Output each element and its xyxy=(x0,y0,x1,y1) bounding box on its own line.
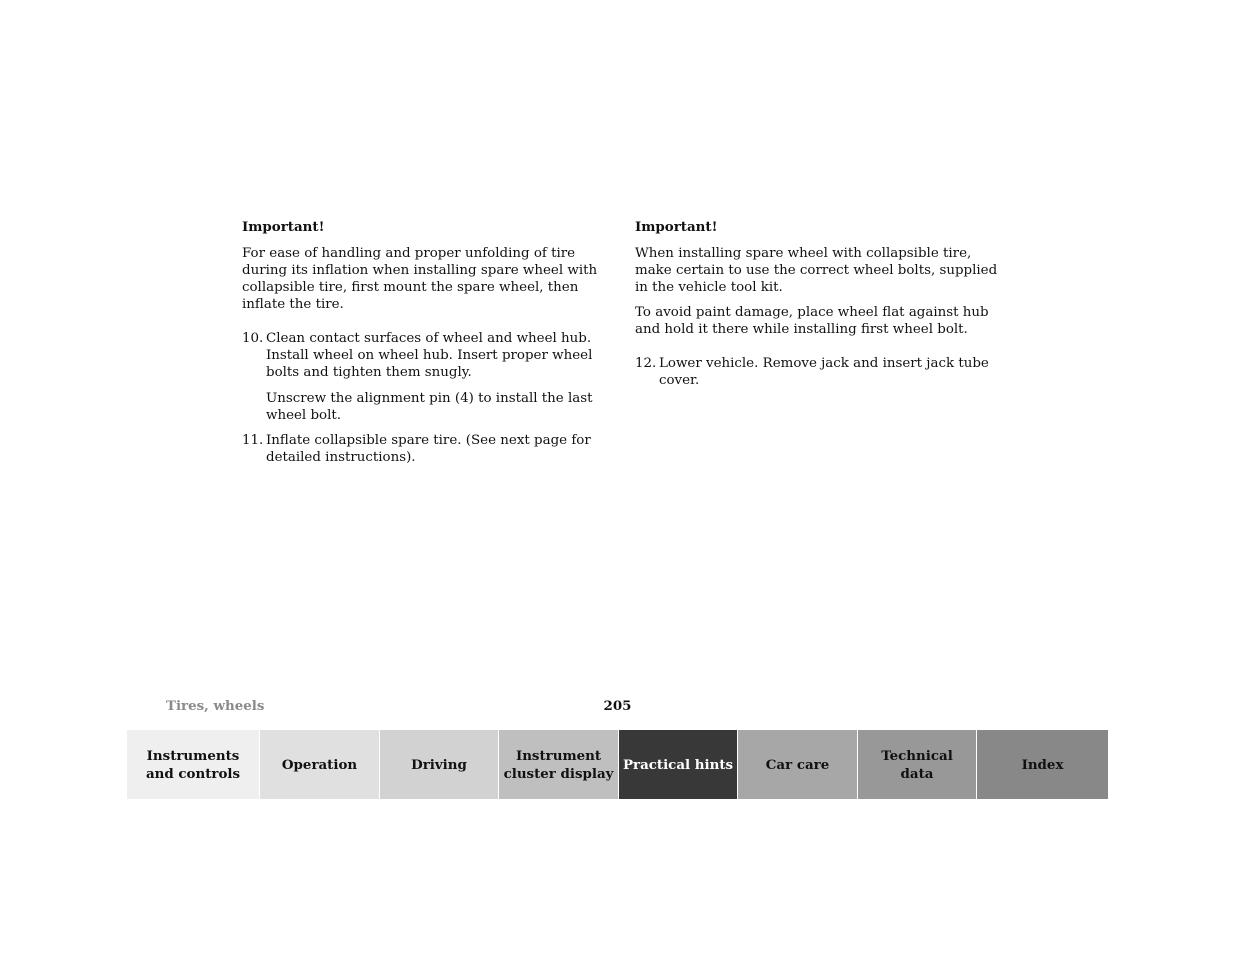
step-number: 11. xyxy=(242,433,264,448)
step-body xyxy=(659,355,1000,389)
tab-instrument-cluster-display[interactable]: Instrument cluster display xyxy=(498,730,618,799)
right-column xyxy=(635,219,1000,397)
tab-practical-hints[interactable]: Practical hints xyxy=(618,730,737,799)
chapter-nav xyxy=(127,730,1108,799)
paint-damage-note: To avoid paint damage, place wheel flat against hub and hold it there while installing first wheel bolt. xyxy=(635,305,989,337)
tab-car-care[interactable]: Car care xyxy=(737,730,857,799)
tab-operation[interactable]: Operation xyxy=(259,730,379,799)
step-body xyxy=(266,432,607,466)
step-body xyxy=(266,330,607,424)
step-text: Lower vehicle. Remove jack and insert jack tube cover. xyxy=(659,356,989,388)
tab-index[interactable]: Index xyxy=(976,730,1108,799)
page-number: 205 xyxy=(603,698,632,714)
important-note-left: For ease of handling and proper unfolding of tire during its inflation when installing spare wheel with collapsible tire, first mount the spare wheel, then inflate the tire. xyxy=(242,246,598,312)
tab-technical-data[interactable]: Technical data xyxy=(857,730,976,799)
section-label: Tires, wheels xyxy=(166,698,265,714)
tab-instruments-and-controls[interactable]: Instruments and controls xyxy=(127,730,259,799)
important-heading-right: Important! xyxy=(635,219,718,235)
step-text: Inflate collapsible spare tire. (See next page for detailed instructions). xyxy=(266,433,591,465)
step-text: Unscrew the alignment pin (4) to install the last wheel bolt. xyxy=(266,391,593,423)
tab-driving[interactable]: Driving xyxy=(379,730,498,799)
step-text: Clean contact surfaces of wheel and wheel hub. Install wheel on wheel hub. Insert proper wheel bolts and tighten them snugly. xyxy=(266,331,593,380)
step-number: 10. xyxy=(242,331,264,346)
step-10 xyxy=(242,330,607,424)
step-number: 12. xyxy=(635,356,657,371)
step-12 xyxy=(635,355,1000,389)
important-heading-left: Important! xyxy=(242,219,325,235)
step-11 xyxy=(242,432,607,466)
important-note-right: When installing spare wheel with collapsible tire, make certain to use the correct wheel bolts, supplied in the vehicle tool kit. xyxy=(635,246,998,295)
left-column xyxy=(242,219,607,474)
